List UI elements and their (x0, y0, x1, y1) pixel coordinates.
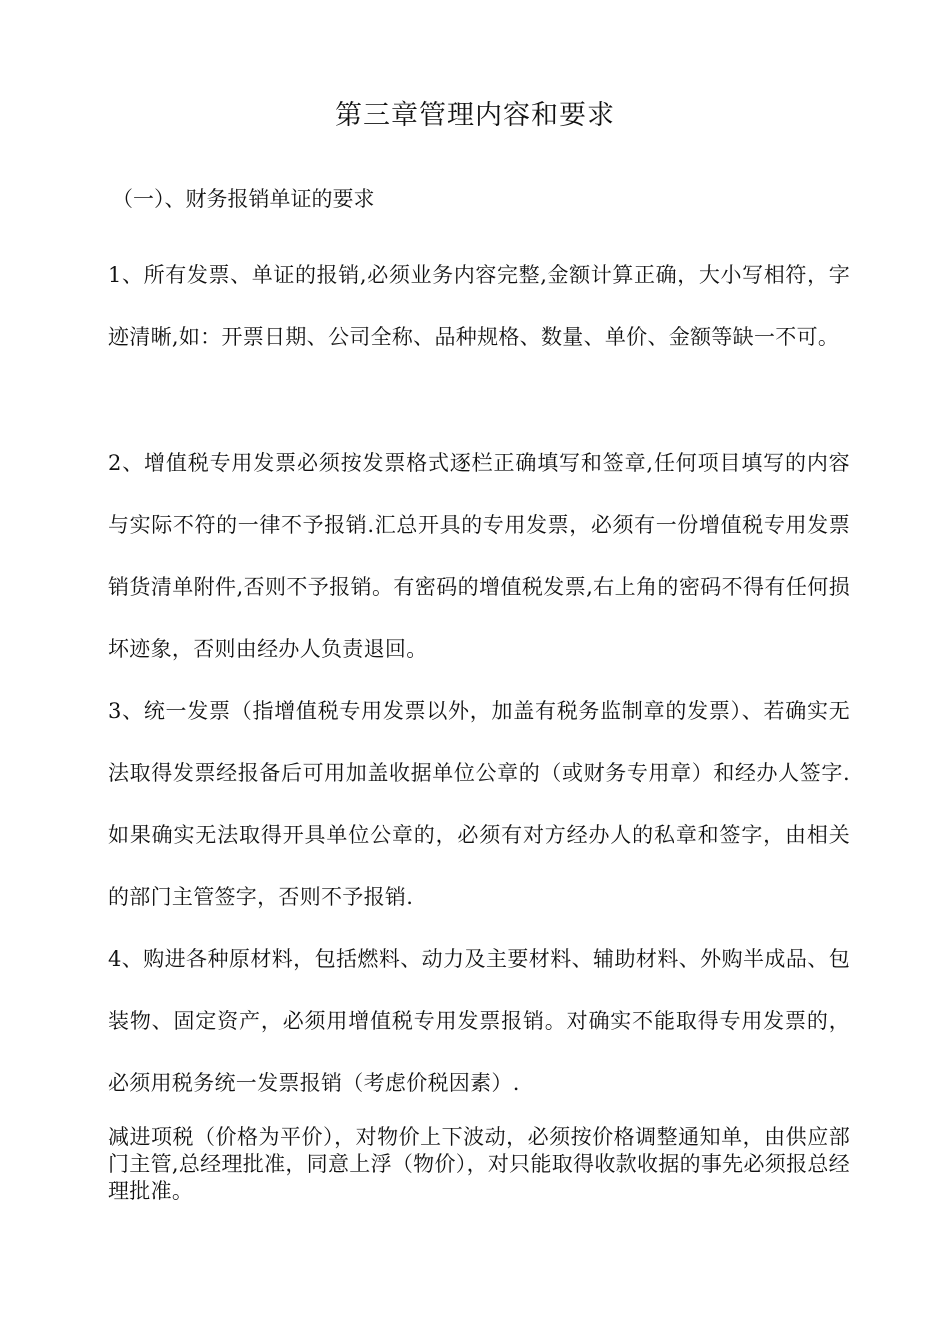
page-title: 第三章管理内容和要求 (335, 100, 615, 131)
paragraph-3: 3、统一发票（指增值税专用发票以外，加盖有税务监制章的发票）、若确实无法取得发票经报备后可用加盖收据单位公章的（或财务专用章）和经办人签字.如果确实无法取得开具单位公章的，必须有对方经办人的私章和签字，由相关的部门主管签字，否则不予报销. (108, 699, 850, 909)
section-heading: （一）、财务报销单证的要求 (112, 187, 375, 211)
paragraph-final: 减进项税（价格为平价），对物价上下波动，必须按价格调整通知单，由供应部门主管,总经理批准，同意上浮（物价），对只能取得收款收据的事先必须报总经理批准。 (108, 1125, 850, 1203)
paragraph-4: 4、购进各种原材料，包括燃料、动力及主要材料、辅助材料、外购半成品、包装物、固定资产，必须用增值税专用发票报销。对确实不能取得专用发票的，必须用税务统一发票报销（考虑价税因素）. (108, 947, 850, 1095)
paragraph-1: 1、所有发票、单证的报销,必须业务内容完整,金额计算正确，大小写相符，字迹清晰,如：开票日期、公司全称、品种规格、数量、单价、金额等缺一不可。 (108, 263, 850, 349)
paragraph-2: 2、增值税专用发票必须按发票格式逐栏正确填写和签章,任何项目填写的内容与实际不符的一律不予报销.汇总开具的专用发票，必须有一份增值税专用发票销货清单附件,否则不予报销。有密码的增值税发票,右上角的密码不得有任何损坏迹象，否则由经办人负责退回。 (108, 451, 850, 661)
